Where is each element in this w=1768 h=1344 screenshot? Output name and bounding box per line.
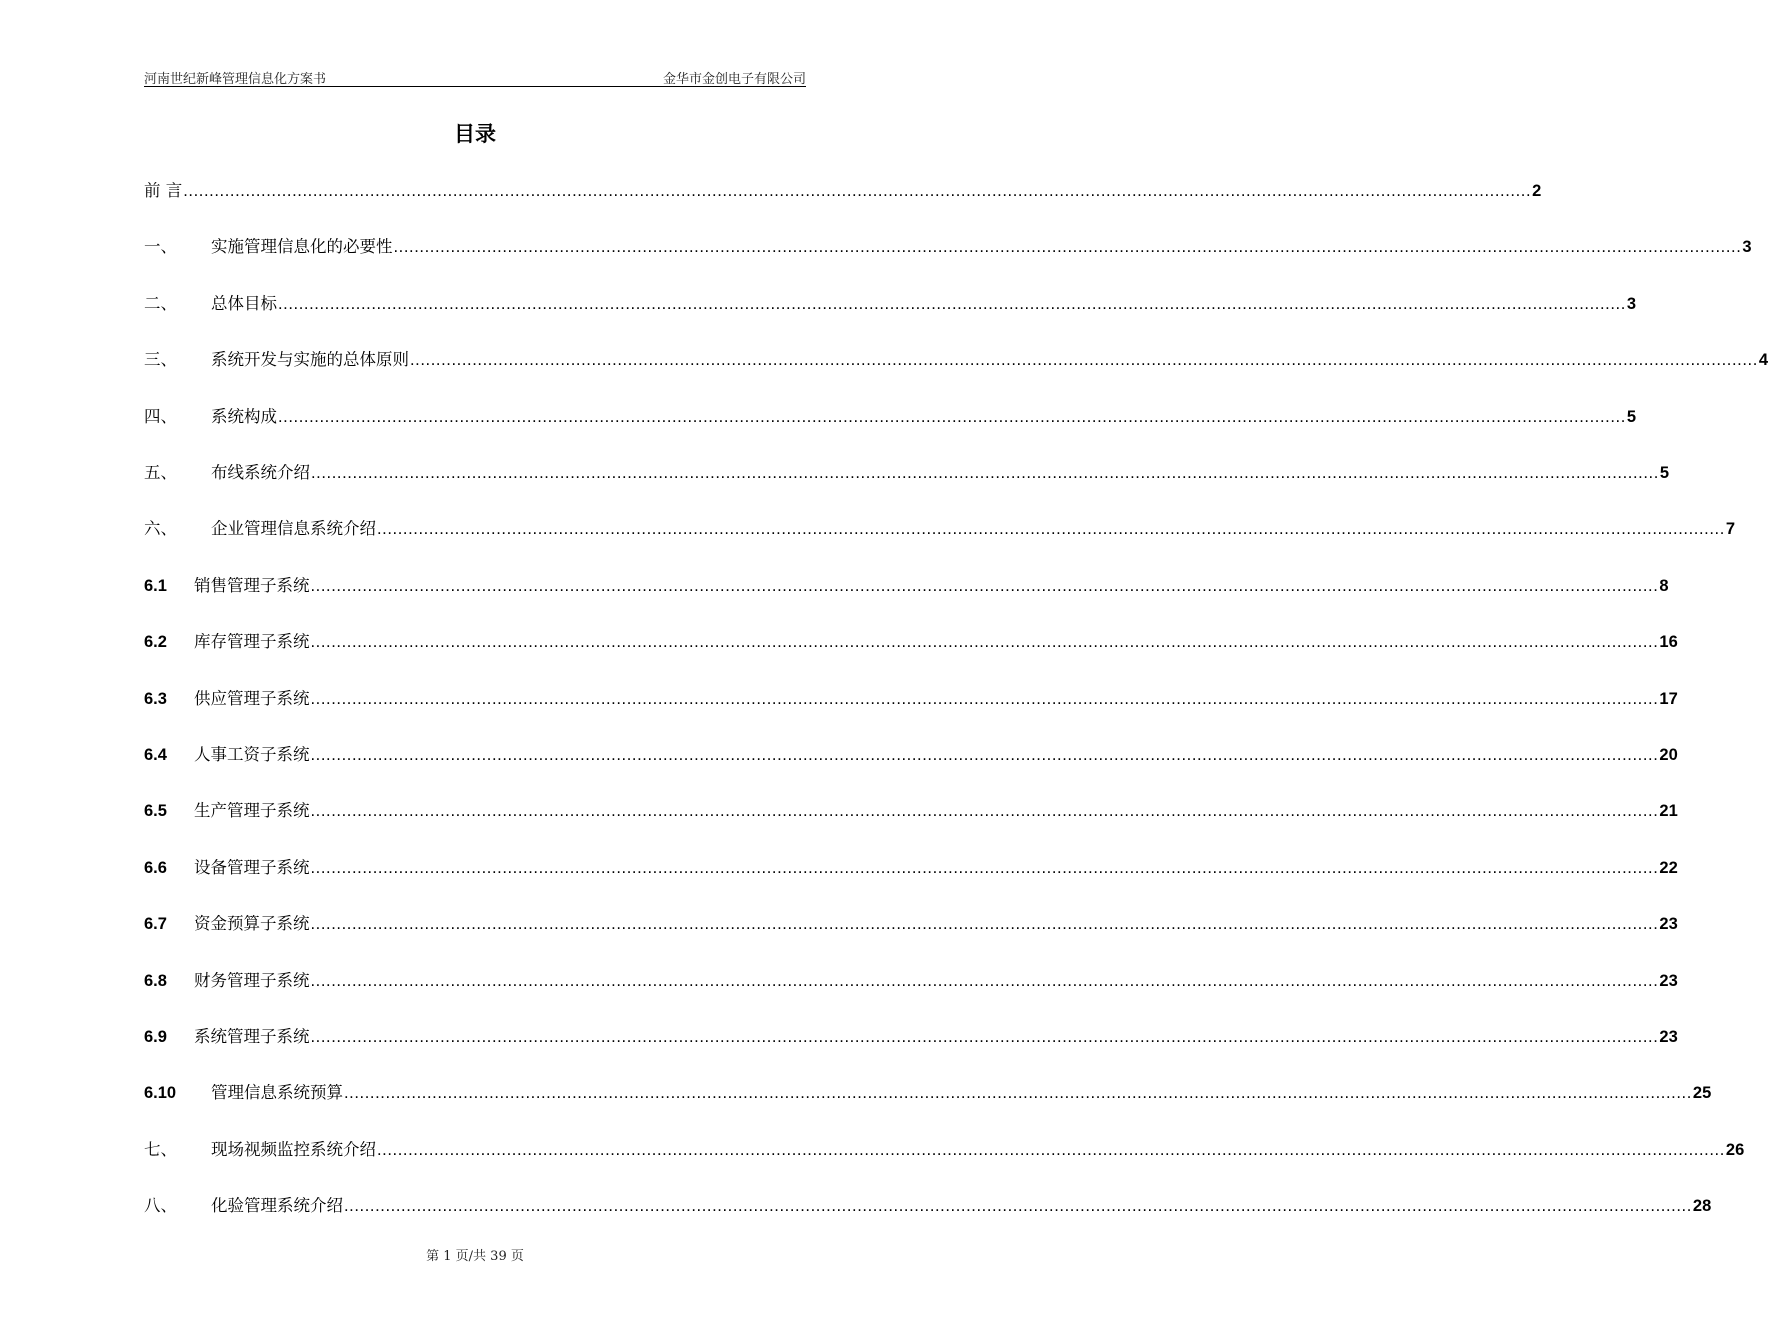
toc-entry-title: 系统管理子系统 xyxy=(194,1027,310,1046)
toc-leader-dots: .................................................................................................................................................................................................................................................................... xyxy=(278,407,1626,426)
toc-entry-number: 6.1 xyxy=(144,576,167,595)
toc-entry[interactable] xyxy=(144,1190,1712,1218)
toc-entry-page-number: 23 xyxy=(1659,915,1678,934)
toc-entry[interactable] xyxy=(144,513,1736,541)
toc-entry-title: 企业管理信息系统介绍 xyxy=(211,519,376,539)
toc-entry[interactable] xyxy=(144,683,1678,711)
toc-entry-title: 销售管理子系统 xyxy=(194,575,310,595)
toc-entry-title: 化验管理系统介绍 xyxy=(211,1196,343,1216)
toc-entry-number: 六、 xyxy=(144,519,177,539)
page-header xyxy=(144,66,806,87)
toc-entry-page-number: 28 xyxy=(1692,1197,1712,1216)
toc-entry-number: 七、 xyxy=(144,1139,177,1159)
toc-leader-dots: .................................................................................................................................................................................................................................................................... xyxy=(310,689,1659,708)
page-footer: 第 1 页/共 39 页 xyxy=(426,1249,524,1264)
toc-entry-title: 布线系统介绍 xyxy=(211,463,310,482)
toc-entry-page-number: 26 xyxy=(1725,1140,1745,1159)
toc-entry-number: 八、 xyxy=(144,1196,177,1216)
toc-entry-page-number: 20 xyxy=(1659,746,1678,764)
toc-entry-page-number: 17 xyxy=(1659,689,1678,708)
toc-entry[interactable] xyxy=(144,457,1670,485)
toc-entry[interactable] xyxy=(144,1134,1745,1162)
toc-entry-title: 管理信息系统预算 xyxy=(211,1083,343,1103)
toc-leader-dots: .................................................................................................................................................................................................................................................................... xyxy=(278,294,1626,313)
toc-entry-number: 五、 xyxy=(144,463,177,482)
toc-entry[interactable] xyxy=(144,795,1678,823)
toc-entry[interactable] xyxy=(144,231,1752,259)
toc-leader-dots: .................................................................................................................................................................................................................................................................... xyxy=(310,1028,1659,1046)
toc-leader-dots: .................................................................................................................................................................................................................................................................... xyxy=(310,802,1659,821)
toc-entry-number: 6.4 xyxy=(144,746,167,764)
toc-entry-page-number: 8 xyxy=(1659,576,1669,595)
toc-entry[interactable] xyxy=(144,175,1542,203)
toc-entry[interactable] xyxy=(144,344,1768,372)
toc-entry-number: 6.2 xyxy=(144,633,167,652)
toc-entry-number: 三、 xyxy=(144,350,177,370)
toc-entry-page-number: 21 xyxy=(1659,802,1678,821)
toc-entry-title: 现场视频监控系统介绍 xyxy=(211,1139,376,1159)
toc-entry-number: 6.9 xyxy=(144,1028,167,1046)
toc-leader-dots: .................................................................................................................................................................................................................................................................... xyxy=(310,915,1659,934)
toc-leader-dots: .................................................................................................................................................................................................................................................................... xyxy=(393,238,1742,257)
toc-entry[interactable] xyxy=(144,1077,1712,1105)
toc-entry-page-number: 4 xyxy=(1758,351,1768,370)
toc-leader-dots: .................................................................................................................................................................................................................................................................... xyxy=(410,351,1758,370)
toc-entry-title: 实施管理信息化的必要性 xyxy=(211,237,393,257)
toc-leader-dots: .................................................................................................................................................................................................................................................................... xyxy=(183,182,1532,200)
header-document-title: 河南世纪新峰管理信息化方案书 xyxy=(144,72,327,87)
toc-entry-title: 供应管理子系统 xyxy=(194,688,310,708)
toc-entry-number: 6.8 xyxy=(144,971,167,990)
toc-entry-page-number: 23 xyxy=(1659,1028,1678,1046)
toc-entry-page-number: 16 xyxy=(1659,633,1678,652)
toc-leader-dots: .................................................................................................................................................................................................................................................................... xyxy=(311,464,1659,482)
toc-entry[interactable] xyxy=(144,570,1669,598)
toc-entry-number: 一、 xyxy=(144,237,177,257)
toc-entry-page-number: 2 xyxy=(1532,182,1542,200)
header-company-name: 金华市金创电子有限公司 xyxy=(662,72,806,87)
toc-entry-number: 6.6 xyxy=(144,858,167,877)
toc-entry[interactable] xyxy=(144,1021,1678,1049)
toc-entry-number: 6.3 xyxy=(144,689,167,708)
toc-entry-title: 系统构成 xyxy=(211,406,277,426)
toc-entry-page-number: 7 xyxy=(1725,520,1736,539)
toc-leader-dots: .................................................................................................................................................................................................................................................................... xyxy=(344,1197,1692,1216)
toc-leader-dots: .................................................................................................................................................................................................................................................................... xyxy=(310,576,1659,595)
toc-entry-title: 生产管理子系统 xyxy=(194,801,310,821)
toc-entry-page-number: 25 xyxy=(1692,1084,1712,1103)
toc-entry-title: 总体目标 xyxy=(211,293,277,313)
toc-entry[interactable] xyxy=(144,965,1678,993)
toc-entry-title: 资金预算子系统 xyxy=(194,914,310,934)
toc-entry[interactable] xyxy=(144,852,1678,880)
toc-leader-dots: .................................................................................................................................................................................................................................................................... xyxy=(377,1140,1725,1159)
toc-entry-page-number: 22 xyxy=(1659,858,1678,877)
toc-leader-dots: .................................................................................................................................................................................................................................................................... xyxy=(310,746,1659,764)
toc-entry[interactable] xyxy=(144,908,1678,936)
toc-entry[interactable] xyxy=(144,739,1678,767)
toc-leader-dots: .................................................................................................................................................................................................................................................................... xyxy=(310,971,1659,990)
toc-leader-dots: .................................................................................................................................................................................................................................................................... xyxy=(344,1084,1692,1103)
toc-entry-number: 6.10 xyxy=(144,1084,177,1103)
toc-entry-number: 四、 xyxy=(144,406,177,426)
toc-entry-page-number: 5 xyxy=(1659,464,1670,482)
toc-entry[interactable] xyxy=(144,288,1637,316)
toc-entry-title: 财务管理子系统 xyxy=(194,970,310,990)
toc-entry-number: 二、 xyxy=(144,293,177,313)
toc-entry-title: 设备管理子系统 xyxy=(194,857,310,877)
toc-entry-title: 人事工资子系统 xyxy=(194,745,310,764)
toc-entry-number: 6.5 xyxy=(144,802,167,821)
toc-entry-title: 库存管理子系统 xyxy=(194,632,310,652)
toc-entry[interactable] xyxy=(144,626,1678,654)
toc-entry[interactable] xyxy=(144,401,1637,429)
toc-title: 目录 xyxy=(454,122,496,146)
toc-entry-page-number: 3 xyxy=(1626,294,1637,313)
toc-entry-page-number: 5 xyxy=(1626,407,1637,426)
toc-leader-dots: .................................................................................................................................................................................................................................................................... xyxy=(377,520,1725,539)
toc-entry-page-number: 3 xyxy=(1742,238,1752,257)
toc-leader-dots: .................................................................................................................................................................................................................................................................... xyxy=(310,633,1659,652)
toc-entry-number: 6.7 xyxy=(144,915,167,934)
toc-entry-page-number: 23 xyxy=(1659,971,1678,990)
toc-entry-title: 系统开发与实施的总体原则 xyxy=(211,350,409,370)
toc-entry-title: 前 言 xyxy=(144,181,183,200)
toc-leader-dots: .................................................................................................................................................................................................................................................................... xyxy=(310,858,1659,877)
